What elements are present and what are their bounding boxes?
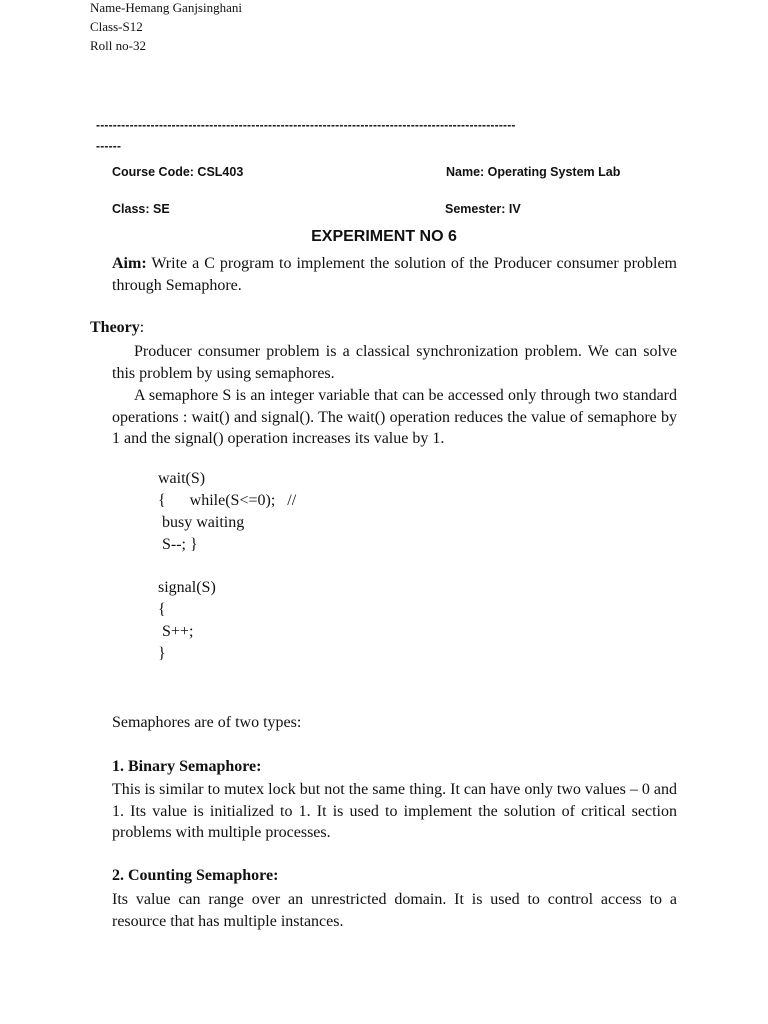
separator-line-1: ---------------------------------------------------------------------------------------------------- <box>96 118 516 132</box>
signal-code-line-4: } <box>158 645 166 662</box>
experiment-title: EXPERIMENT NO 6 <box>311 228 457 245</box>
counting-text: Its value can range over an unrestricted domain. It is used to control access to a resource that has multiple instances. <box>112 891 677 930</box>
theory-colon: : <box>139 319 145 336</box>
wait-code-line-1: wait(S) <box>158 470 206 487</box>
types-intro: Semaphores are of two types: <box>112 714 302 731</box>
course-name: Name: Operating System Lab <box>446 165 621 179</box>
wait-code-line-3: busy waiting <box>158 514 245 531</box>
separator-line-2: ------ <box>96 139 122 153</box>
theory-heading <box>90 319 144 337</box>
course-code: Course Code: CSL403 <box>112 165 244 179</box>
aim-text: Write a C program to implement the solution of the Producer consumer problem through Semaphore. <box>112 255 677 294</box>
signal-code-line-2: { <box>158 601 166 618</box>
semester-label: Semester: IV <box>445 202 521 216</box>
theory-paragraph-1: Producer consumer problem is a classical synchronization problem. We can solve this problem by using semaphores. <box>112 343 677 382</box>
theory-paragraph-2: A semaphore S is an integer variable that can be accessed only through two standard operations : wait() and signal(). The wait() operation reduces the value of semaphore by 1 and the signal() operation increases its value by 1. <box>112 387 677 447</box>
signal-code-line-3: S++; <box>158 623 194 640</box>
aim-paragraph <box>112 253 677 296</box>
wait-code-line-2: { while(S<=0); // <box>158 492 297 509</box>
aim-label: Aim: <box>112 255 147 272</box>
signal-code-line-1: signal(S) <box>158 579 216 596</box>
class-label: Class: SE <box>112 202 170 216</box>
counting-heading: 2. Counting Semaphore: <box>112 867 279 884</box>
binary-text: This is similar to mutex lock but not the same thing. It can have only two values – 0 and 1. Its value is initialized to 1. It is used to implement the solution of critical section problems with multiple processes. <box>112 781 677 841</box>
student-name: Name-Hemang Ganjsinghani <box>90 0 242 15</box>
theory-label: Theory <box>90 319 140 336</box>
binary-heading: 1. Binary Semaphore: <box>112 758 262 775</box>
wait-code-line-4: S--; } <box>158 536 198 553</box>
student-class: Class-S12 <box>90 19 143 34</box>
student-roll: Roll no-32 <box>90 38 146 53</box>
